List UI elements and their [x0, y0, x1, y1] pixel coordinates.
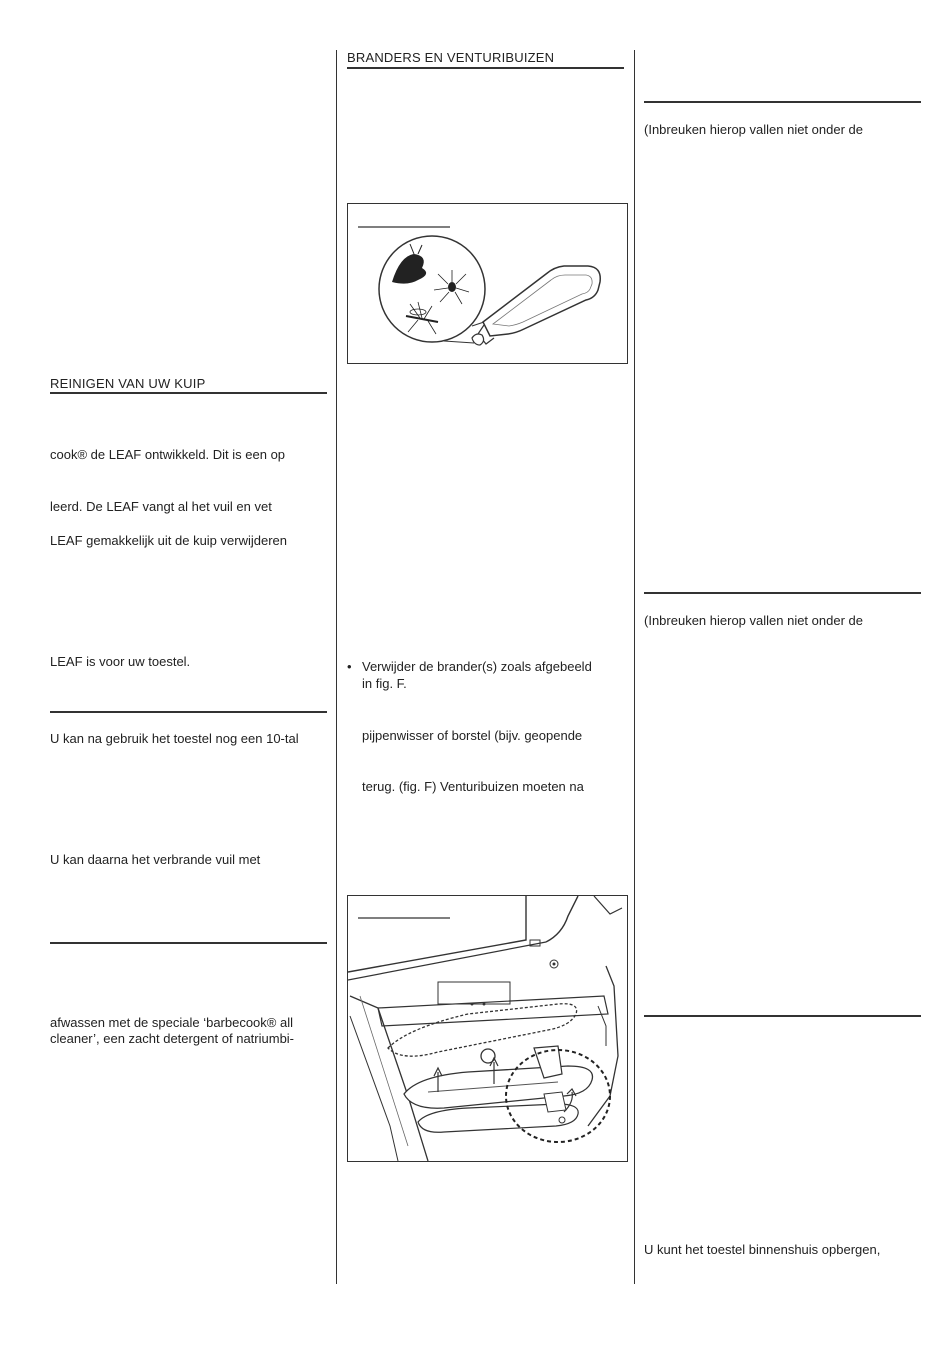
text-line: U kan daarna het verbrande vuil met [50, 852, 261, 867]
section-rule [50, 942, 327, 944]
text-line: terug. (fig. F) Venturibuizen moeten na [362, 779, 584, 794]
section-rule [644, 101, 921, 103]
section-heading-cleaning-tub: REINIGEN VAN UW KUIP [50, 376, 206, 391]
figure-burner-removal [347, 895, 628, 1162]
bullet-dot: • [347, 659, 352, 674]
heading-rule [347, 67, 624, 69]
column-divider-left [336, 50, 337, 1284]
text-line: (Inbreuken hierop vallen niet onder de [644, 122, 863, 137]
text-line: U kunt het toestel binnenshuis opbergen, [644, 1242, 881, 1257]
text-line: (Inbreuken hierop vallen niet onder de [644, 613, 863, 628]
heading-rule [50, 392, 327, 394]
text-line: afwassen met de speciale ‘barbecook® all [50, 1015, 293, 1030]
text-line: leerd. De LEAF vangt al het vuil en vet [50, 499, 272, 514]
section-rule [644, 1015, 921, 1017]
text-line: cleaner’, een zacht detergent of natriumbi- [50, 1031, 295, 1046]
text-line: pijpenwisser of borstel (bijv. geopende [362, 728, 583, 743]
figure-burner-insects [347, 203, 628, 364]
bullet-text-line: Verwijder de brander(s) zoals afgebeeld [362, 659, 592, 674]
section-heading-burners: BRANDERS EN VENTURIBUIZEN [347, 50, 555, 65]
bullet-text-line: in fig. F. [362, 676, 407, 691]
section-rule [644, 592, 921, 594]
text-line: cook® de LEAF ontwikkeld. Dit is een op [50, 447, 286, 462]
column-divider-right [634, 50, 635, 1284]
text-line: LEAF is voor uw toestel. [50, 654, 191, 669]
section-rule [50, 711, 327, 713]
text-line: LEAF gemakkelijk uit de kuip verwijderen [50, 533, 287, 548]
text-line: U kan na gebruik het toestel nog een 10-tal [50, 731, 299, 746]
burner-removal-illustration [348, 896, 627, 1161]
burner-insects-illustration [348, 204, 627, 363]
